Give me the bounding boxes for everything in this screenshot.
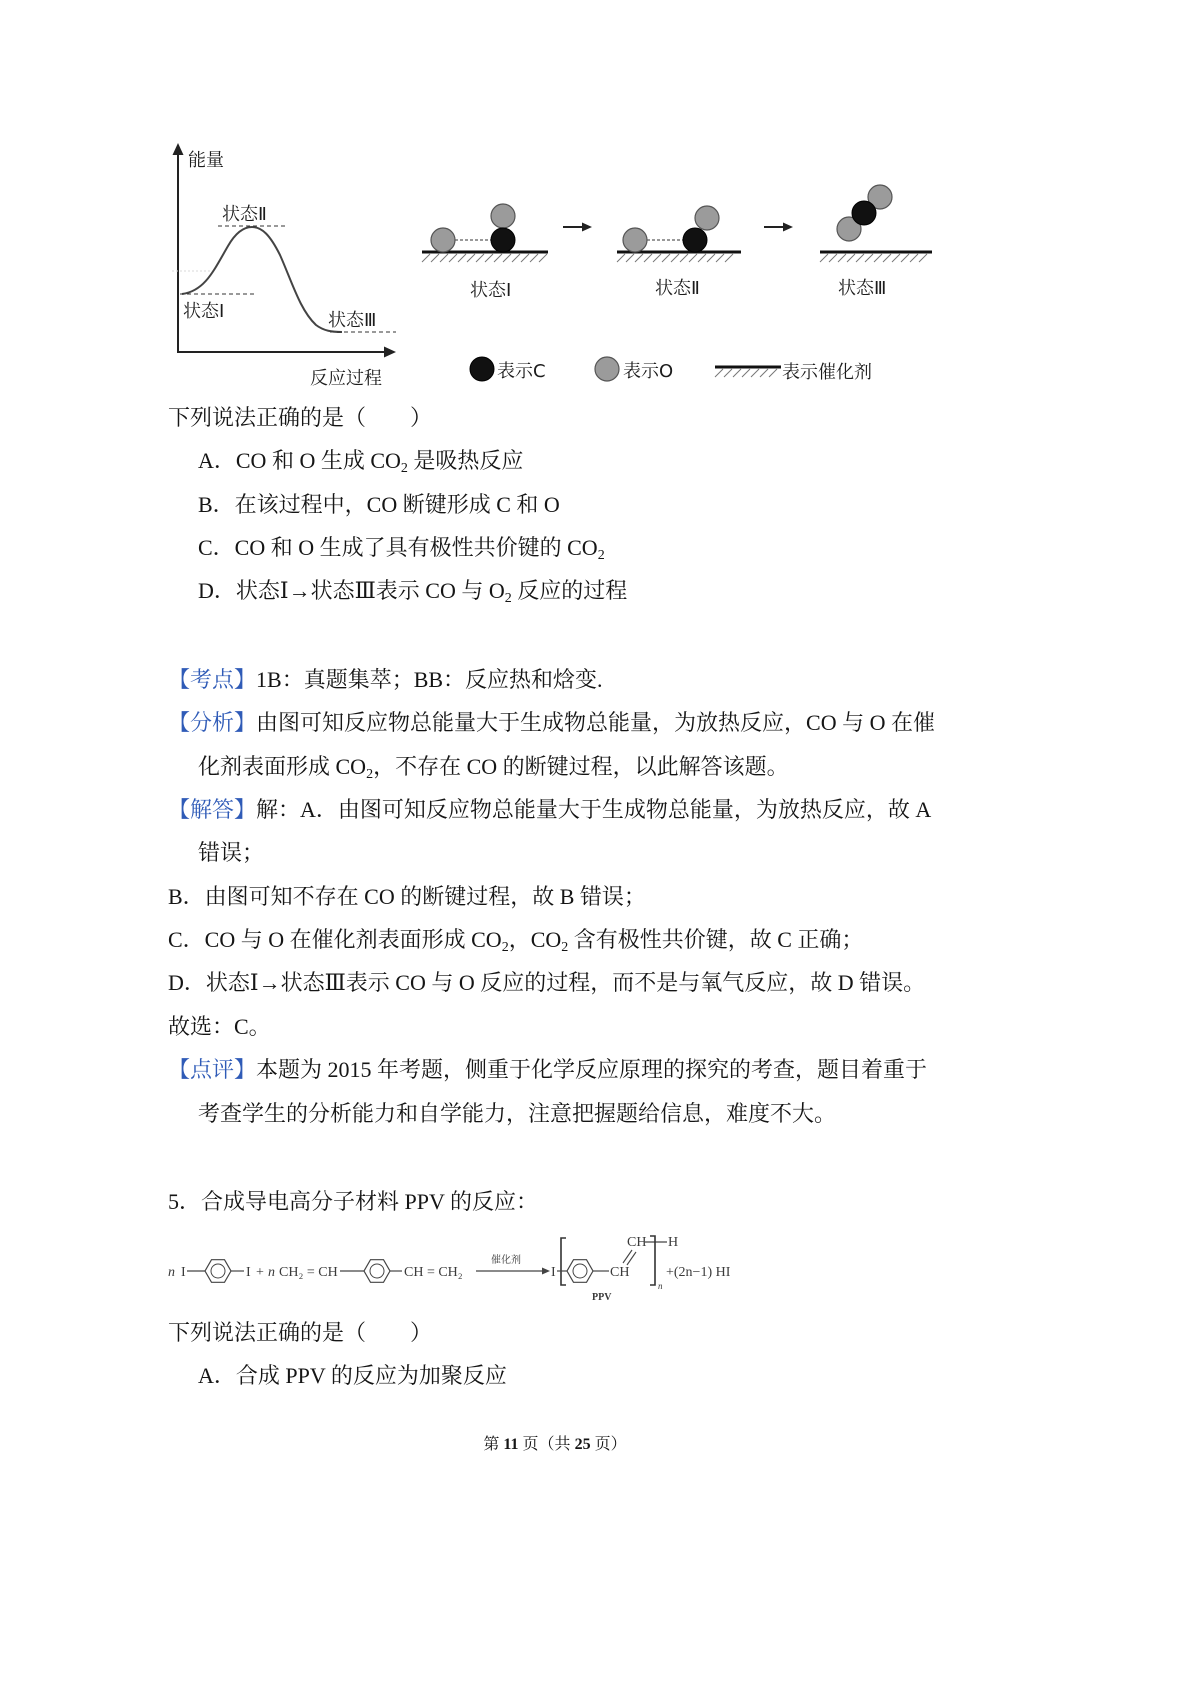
benzene-ring-2 bbox=[364, 1260, 390, 1283]
legend-oxygen-swatch bbox=[595, 357, 619, 381]
jieda-line-5: D．状态Ⅰ→状态Ⅲ表示 CO 与 O 反应的过程，而不是与氧气反应，故 D 错误。 bbox=[168, 970, 926, 995]
reaction-arrow-head bbox=[542, 1268, 550, 1275]
oxygen-atom bbox=[431, 228, 455, 252]
catalyst-hatching bbox=[617, 254, 733, 262]
ppv-reaction-equation bbox=[160, 1226, 760, 1310]
reactant-1-iodine-right: I bbox=[246, 1265, 251, 1280]
q4-option-c: C．CO 和 O 生成了具有极性共价键的 $CO_2$ bbox=[198, 535, 605, 563]
oxygen-atom bbox=[695, 206, 719, 230]
state-1-scheme bbox=[422, 204, 548, 301]
jieda-line-3: B．由图可知不存在 CO 的断键过程，故 B 错误； bbox=[168, 884, 646, 909]
product-iodine-end: I bbox=[551, 1265, 556, 1280]
reactant-1-coefficient: n bbox=[168, 1265, 175, 1280]
q4-option-b: B．在该过程中，CO 断键形成 C 和 O bbox=[198, 492, 560, 517]
dianping-label: 【点评】 bbox=[168, 1057, 257, 1082]
jieda-text-1: 解：A．由图可知反应物总能量大于生成物总能量，为放热反应，故 A bbox=[256, 797, 932, 822]
q5-option-a: A．合成 PPV 的反应为加聚反应 bbox=[198, 1363, 507, 1388]
arrow-head bbox=[582, 223, 592, 232]
process-axis-label: 反应过程 bbox=[310, 368, 382, 389]
profile-state-3-label: 状态Ⅲ bbox=[328, 310, 377, 331]
byproduct: +(2n−1) HI bbox=[666, 1265, 731, 1280]
fenxi-line-2: 化剂表面形成 $CO_2$，不存在 CO 的断键过程，以此解答该题。 bbox=[198, 754, 789, 782]
jieda-label: 【解答】 bbox=[168, 797, 257, 822]
double-bond-b bbox=[627, 1252, 636, 1265]
energy-mechanism-figure bbox=[160, 135, 960, 395]
reactant-2-coefficient: n bbox=[268, 1265, 275, 1280]
footer-prefix: 第 bbox=[483, 1436, 504, 1453]
final-choice: 故选：C。 bbox=[168, 1014, 271, 1039]
kaodian-line bbox=[168, 667, 603, 693]
energy-axis-label: 能量 bbox=[188, 150, 224, 171]
energy-y-axis-arrow bbox=[173, 143, 184, 155]
reactant-2-vinyl-left: CH₂ = CH bbox=[279, 1265, 338, 1280]
scheme-state-3-label: 状态Ⅲ bbox=[838, 278, 887, 299]
catalyst-hatching bbox=[422, 254, 547, 262]
page-footer bbox=[0, 1435, 1110, 1455]
fenxi-text-1: 由图可知反应物总能量大于生成物总能量，为放热反应，CO 与 O 在催 bbox=[256, 710, 935, 735]
oxygen-atom bbox=[623, 228, 647, 252]
plus-sign: + bbox=[256, 1265, 264, 1280]
catalyst-hatching bbox=[820, 254, 927, 262]
benzene-ring-3-circle bbox=[573, 1264, 587, 1278]
reactant-2-vinyl-right: CH = CH₂ bbox=[404, 1265, 463, 1280]
benzene-ring-1 bbox=[205, 1260, 231, 1283]
state-2-scheme bbox=[617, 206, 741, 299]
profile-state-1-label: 状态Ⅰ bbox=[183, 301, 225, 322]
energy-profile-diagram bbox=[172, 143, 396, 389]
left-bracket bbox=[561, 1238, 566, 1285]
reaction-arrow-1 bbox=[563, 223, 592, 232]
benzene-ring-2-circle bbox=[370, 1264, 384, 1278]
carbon-atom bbox=[852, 201, 876, 225]
legend-catalyst-hatching bbox=[715, 369, 777, 377]
figure-legend bbox=[470, 357, 872, 383]
footer-suffix: 页） bbox=[590, 1436, 627, 1453]
jieda-line-1 bbox=[168, 797, 931, 823]
catalyst-condition: 催化剂 bbox=[491, 1255, 521, 1266]
benzene-ring-1-circle bbox=[211, 1264, 225, 1278]
right-bracket bbox=[650, 1236, 655, 1285]
reaction-arrow-2 bbox=[764, 223, 793, 232]
benzene-ring-3 bbox=[567, 1260, 593, 1283]
total-page-count: 25 bbox=[574, 1436, 591, 1453]
q4-option-a: A．CO 和 O 生成 $CO_2$ 是吸热反应 bbox=[198, 448, 524, 476]
energy-x-axis-arrow bbox=[384, 347, 396, 358]
jieda-line-4: C．CO 与 O 在催化剂表面形成 $CO_2$，$CO_2$ 含有极性共价键，故 C 正确； bbox=[168, 927, 864, 955]
carbon-atom bbox=[683, 228, 707, 252]
reactant-1-iodine-left: I bbox=[181, 1265, 186, 1280]
q5-title: 5．合成导电高分子材料 PPV 的反应： bbox=[168, 1189, 538, 1214]
fenxi-label: 【分析】 bbox=[168, 710, 257, 735]
q5-prompt: 下列说法正确的是（ ） bbox=[168, 1320, 433, 1345]
dianping-line-2: 考查学生的分析能力和自学能力，注意把握题给信息，难度不大。 bbox=[198, 1101, 837, 1126]
current-page-number: 11 bbox=[503, 1436, 519, 1453]
arrow-head bbox=[783, 223, 793, 232]
legend-catalyst-label: 表示催化剂 bbox=[782, 362, 872, 383]
product-name: PPV bbox=[592, 1292, 612, 1303]
legend-oxygen-label: 表示O bbox=[623, 361, 674, 382]
profile-state-2-label: 状态Ⅱ bbox=[222, 204, 267, 225]
legend-carbon-label: 表示C bbox=[497, 361, 546, 382]
product-ch-lower: CH bbox=[610, 1265, 630, 1280]
q4-prompt: 下列说法正确的是（ ） bbox=[168, 405, 433, 430]
carbon-atom bbox=[491, 228, 515, 252]
double-bond-a bbox=[623, 1250, 632, 1263]
scheme-state-1-label: 状态Ⅰ bbox=[470, 280, 512, 301]
footer-middle: 页（共 bbox=[518, 1436, 575, 1453]
state-3-scheme bbox=[820, 185, 932, 299]
kaodian-text: 1B：真题集萃；BB：反应热和焓变. bbox=[256, 667, 603, 692]
jieda-line-2: 错误； bbox=[198, 840, 265, 865]
product-h-end: H bbox=[668, 1235, 679, 1250]
kaodian-label: 【考点】 bbox=[168, 667, 257, 692]
dianping-line-1 bbox=[168, 1057, 927, 1083]
product-ch-upper: CH bbox=[627, 1235, 647, 1250]
repeat-unit-subscript: n bbox=[658, 1281, 663, 1291]
oxygen-atom bbox=[491, 204, 515, 228]
fenxi-line-1 bbox=[168, 710, 935, 736]
q4-option-d: D．状态Ⅰ→状态Ⅲ表示 CO 与 $O_2$ 反应的过程 bbox=[198, 578, 628, 606]
legend-carbon-swatch bbox=[470, 357, 494, 381]
scheme-state-2-label: 状态Ⅱ bbox=[655, 278, 700, 299]
dianping-text-1: 本题为 2015 年考题，侧重于化学反应原理的探究的考查，题目着重于 bbox=[256, 1057, 928, 1082]
